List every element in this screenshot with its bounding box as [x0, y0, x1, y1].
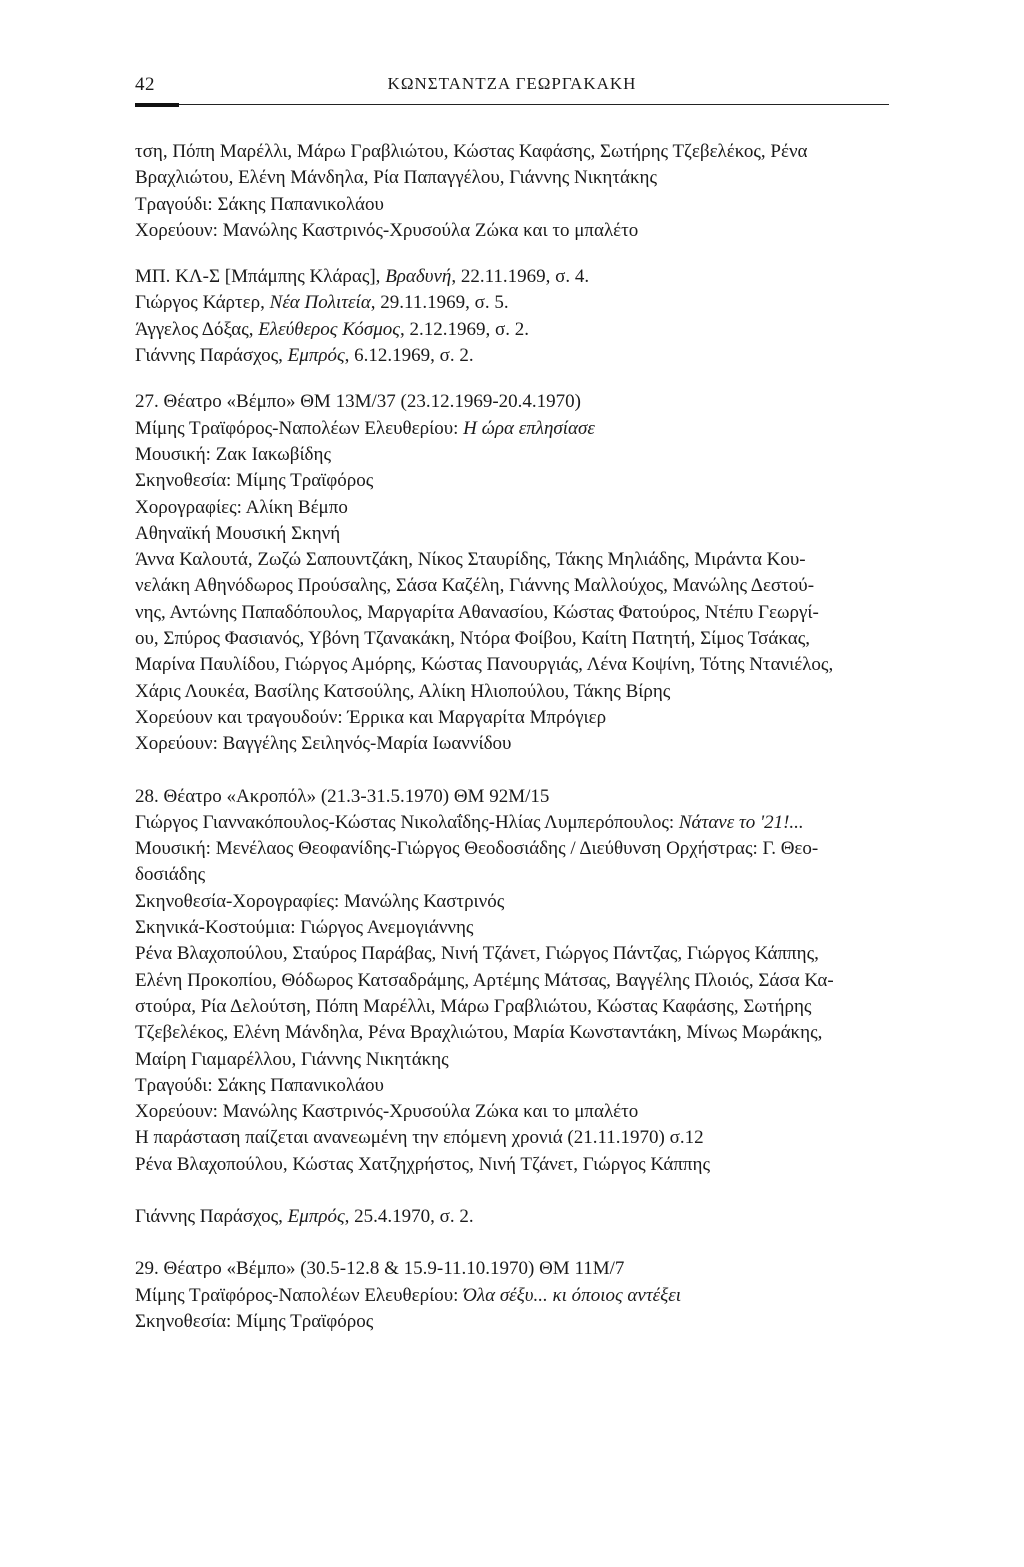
text-line: Χορεύουν και τραγουδούν: Έρρικα και Μαργαρίτα Μπρόγιερ — [135, 706, 607, 728]
text-line: Χορεύουν: Μανώλης Καστρινός-Χρυσούλα Ζώκα και το μπαλέτο — [135, 1101, 639, 1123]
reviews-list — [135, 264, 889, 369]
review-citation — [135, 1204, 889, 1230]
text-line: Σκηνοθεσία-Χορογραφίες: Μανώλης Καστρινός — [135, 890, 505, 912]
text-line: Μουσική: Μενέλαος Θεοφανίδης-Γιώργος Θεοδοσιάδης / Διεύθυνση Ορχήστρας: Γ. Θεο- — [135, 838, 819, 860]
text-line: νης, Αντώνης Παπαδόπουλος, Μαργαρίτα Αθανασίου, Κώστας Φατούρος, Ντέπυ Γεωργί- — [135, 601, 819, 623]
entry-authors-line — [135, 810, 889, 836]
review-citation — [135, 343, 889, 369]
text-line: Χορεύουν: Μανώλης Καστρινός-Χρυσούλα Ζώκα και το μπαλέτο — [135, 219, 639, 241]
text-line: Τραγούδι: Σάκης Παπανικολάου — [135, 193, 384, 215]
review-citation — [135, 290, 889, 316]
entry-authors: Γιώργος Γιαννακόπουλος-Κώστας Νικολαΐδης-Ηλίας Λυμπερόπουλος: — [135, 811, 679, 833]
entry-29 — [135, 1256, 889, 1335]
citation-details: , 2.12.1969, σ. 2. — [399, 318, 529, 340]
text-line: Χορογραφίες: Αλίκη Βέμπο — [135, 496, 348, 518]
entry-authors-line — [135, 1283, 889, 1309]
citation-details: , 25.4.1970, σ. 2. — [344, 1205, 474, 1227]
citation-details: , 29.11.1969, σ. 5. — [370, 292, 509, 314]
entry-authors: Μίμης Τραϊφόρος-Ναπολέων Ελευθερίου: — [135, 1284, 464, 1306]
page-number-rule — [135, 103, 179, 107]
play-title: Η ώρα επλησίασε — [463, 417, 595, 439]
text-line: Χάρις Λουκέα, Βασίλης Κατσούλης, Αλίκη Ηλιοπούλου, Τάκης Βίρης — [135, 680, 671, 702]
text-line: Άννα Καλουτά, Ζωζώ Σαπουντζάκη, Νίκος Σταυρίδης, Τάκης Μηλιάδης, Μιράντα Κου- — [135, 549, 806, 571]
page-header — [135, 74, 889, 105]
text-line: στούρα, Ρία Δελούτση, Πόπη Μαρέλλι, Μάρω Γραβλιώτου, Κώστας Καφάσης, Σωτήρης — [135, 995, 812, 1017]
journal-title: Εμπρός — [287, 345, 345, 367]
citation-author: ΜΠ. ΚΛ-Σ [Μπάμπης Κλάρας], — [135, 266, 386, 288]
text-line: Τραγούδι: Σάκης Παπανικολάου — [135, 1074, 384, 1096]
entry-authors: Μίμης Τραϊφόρος-Ναπολέων Ελευθερίου: — [135, 417, 464, 439]
entry-27 — [135, 389, 889, 757]
text-line: Βραχλιώτου, Ελένη Μάνδηλα, Ρία Παπαγγέλου, Γιάννης Νικητάκης — [135, 167, 657, 189]
text-line: Σκηνοθεσία: Μίμης Τραϊφόρος — [135, 470, 374, 492]
running-head: ΚΩΝΣΤΑΝΤΖΑ ΓΕΩΡΓΑΚΑΚΗ — [387, 74, 637, 93]
page-number: 42 — [135, 74, 155, 95]
text-line: Τζεβελέκος, Ελένη Μάνδηλα, Ρένα Βραχλιώτου, Μαρία Κωνσταντάκη, Μίνως Μωράκης, — [135, 1022, 823, 1044]
citation-author: Άγγελος Δόξας, — [135, 318, 259, 340]
text-line: τση, Πόπη Μαρέλλι, Μάρω Γραβλιώτου, Κώστας Καφάσης, Σωτήρης Τζεβελέκος, Ρένα — [135, 141, 808, 162]
play-title: Νάτανε το '21!... — [678, 811, 804, 833]
text-line: Χορεύουν: Βαγγέλης Σειληνός-Μαρία Ιωαννίδου — [135, 733, 512, 755]
text-line: Μαίρη Γιαμαρέλλου, Γιάννης Νικητάκης — [135, 1048, 449, 1070]
text-line: Η παράσταση παίζεται ανανεωμένη την επόμενη χρονιά (21.11.1970) σ.12 — [135, 1127, 704, 1149]
text-line: δοσιάδης — [135, 864, 206, 886]
text-line: νελάκη Αθηνόδωρος Προύσαλης, Σάσα Καζέλη, Γιάννης Μαλλούχος, Μανώλης Δεστού- — [135, 575, 815, 597]
text-line: Ρένα Βλαχοπούλου, Σταύρος Παράβας, Νινή Τζάνετ, Γιώργος Πάντζας, Γιώργος Κάππης, — [135, 943, 819, 965]
citation-details: , 22.11.1969, σ. 4. — [451, 266, 590, 288]
entry-authors-line — [135, 416, 889, 442]
citation-author: Γιώργος Κάρτερ, — [135, 292, 270, 314]
citation-author: Γιάννης Παράσχος, — [135, 345, 288, 367]
play-title: Όλα σέξυ... κι όποιος αντέξει — [463, 1284, 682, 1306]
journal-title: Νέα Πολιτεία — [269, 292, 371, 314]
review-citation — [135, 264, 889, 290]
journal-title: Εμπρός — [287, 1205, 345, 1227]
review-citation — [135, 317, 889, 343]
page-body — [135, 139, 889, 1335]
reviews-list — [135, 1204, 889, 1230]
journal-title: Βραδυνή — [385, 266, 452, 288]
continued-entry — [135, 139, 889, 244]
text-line: ου, Σπύρος Φασιανός, Υβόνη Τζανακάκη, Ντόρα Φοίβου, Καίτη Πατητή, Σίμος Τσάκας, — [135, 628, 811, 650]
entry-heading: 28. Θέατρο «Ακροπόλ» (21.3-31.5.1970) ΘΜ 92Μ/15 — [135, 785, 550, 807]
entry-heading: 29. Θέατρο «Βέμπο» (30.5-12.8 & 15.9-11.10.1970) ΘΜ 11Μ/7 — [135, 1258, 625, 1280]
entry-28 — [135, 784, 889, 1178]
entry-heading: 27. Θέατρο «Βέμπο» ΘΜ 13Μ/37 (23.12.1969-20.4.1970) — [135, 391, 581, 413]
text-line: Μαρίνα Παυλίδου, Γιώργος Αμόρης, Κώστας Πανουργιάς, Λένα Κοψίνη, Τότης Ντανιέλος, — [135, 654, 834, 676]
text-line: Μουσική: Ζακ Ιακωβίδης — [135, 443, 331, 465]
journal-title: Ελεύθερος Κόσμος — [258, 318, 400, 340]
citation-details: , 6.12.1969, σ. 2. — [344, 345, 474, 367]
citation-author: Γιάννης Παράσχος, — [135, 1205, 288, 1227]
text-line: Ελένη Προκοπίου, Θόδωρος Κατσαδράμης, Αρτέμης Μάτσας, Βαγγέλης Πλοιός, Σάσα Κα- — [135, 969, 834, 991]
text-line: Αθηναϊκή Μουσική Σκηνή — [135, 522, 341, 544]
text-line: Ρένα Βλαχοπούλου, Κώστας Χατζηχρήστος, Νινή Τζάνετ, Γιώργος Κάππης — [135, 1153, 710, 1175]
text-line: Σκηνοθεσία: Μίμης Τραϊφόρος — [135, 1310, 374, 1332]
text-line: Σκηνικά-Κοστούμια: Γιώργος Ανεμογιάννης — [135, 917, 474, 939]
